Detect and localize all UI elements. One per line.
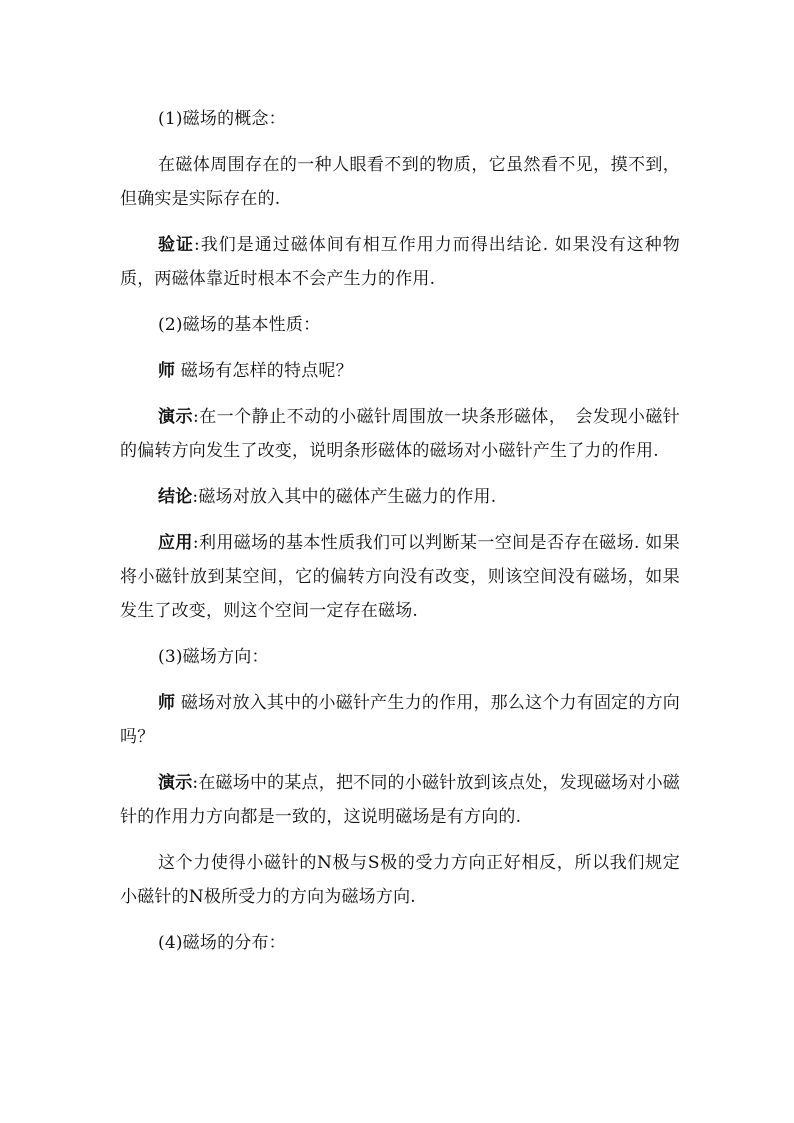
paragraph-text: 这个力使得小磁针的N极与S极的受力方向正好相反，所以我们规定小磁针的N极所受力的方向为磁场方向. xyxy=(120,853,680,907)
paragraph-field-distribution-heading xyxy=(120,926,680,960)
paragraph-magnetic-field-definition xyxy=(120,148,680,216)
paragraph-label: 验证 xyxy=(158,235,195,255)
paragraph-text: 磁场有怎样的特点呢？ xyxy=(175,361,353,381)
paragraph-conclusion xyxy=(120,480,680,514)
paragraph-verification xyxy=(120,228,680,296)
paragraph-field-direction-heading xyxy=(120,640,680,674)
paragraph-label: 应用 xyxy=(158,533,193,553)
paragraph-text: 磁场对放入其中的小磁针产生力的作用，那么这个力有固定的方向吗？ xyxy=(120,693,680,747)
paragraph-text: (1)磁场的概念： xyxy=(158,109,286,129)
paragraph-direction-definition xyxy=(120,846,680,914)
paragraph-text: (2)磁场的基本性质： xyxy=(158,315,321,335)
paragraph-text: 在磁体周围存在的一种人眼看不到的物质，它虽然看不见，摸不到，但确实是实际存在的. xyxy=(120,155,680,209)
paragraph-label: 演示 xyxy=(158,407,193,427)
paragraph-label: 师 xyxy=(158,693,176,713)
paragraph-text: (4)磁场的分布： xyxy=(158,933,286,953)
paragraph-basic-property-heading xyxy=(120,308,680,342)
paragraph-label: 演示 xyxy=(158,773,193,793)
paragraph-text: :磁场对放入其中的磁体产生磁力的作用. xyxy=(192,487,497,507)
paragraph-teacher-question-2 xyxy=(120,686,680,754)
paragraph-text: :利用磁场的基本性质我们可以判断某一空间是否存在磁场. 如果将小磁针放到某空间，它的偏转方向没有改变，则该空间没有磁场，如果发生了改变，则这个空间一定存在磁场. xyxy=(120,533,680,621)
paragraph-application xyxy=(120,526,680,628)
paragraph-demonstration-2 xyxy=(120,766,680,834)
paragraph-magnetic-field-concept-heading xyxy=(120,102,680,136)
paragraph-label: 结论 xyxy=(158,487,193,507)
paragraph-text: (3)磁场方向： xyxy=(158,647,269,667)
paragraph-text: :我们是通过磁体间有相互作用力而得出结论. 如果没有这种物质，两磁体靠近时根本不会产生力的作用. xyxy=(120,235,680,289)
paragraph-teacher-question-1 xyxy=(120,354,680,388)
paragraph-demonstration-1 xyxy=(120,400,680,468)
document-body xyxy=(120,102,680,972)
paragraph-label: 师 xyxy=(158,361,176,381)
paragraph-text: :在一个静止不动的小磁针周围放一块条形磁体， 会发现小磁针的偏转方向发生了改变，说明条形磁体的磁场对小磁针产生了力的作用. xyxy=(120,407,681,461)
paragraph-text: :在磁场中的某点，把不同的小磁针放到该点处，发现磁场对小磁针的作用力方向都是一致的，这说明磁场是有方向的. xyxy=(120,773,680,827)
